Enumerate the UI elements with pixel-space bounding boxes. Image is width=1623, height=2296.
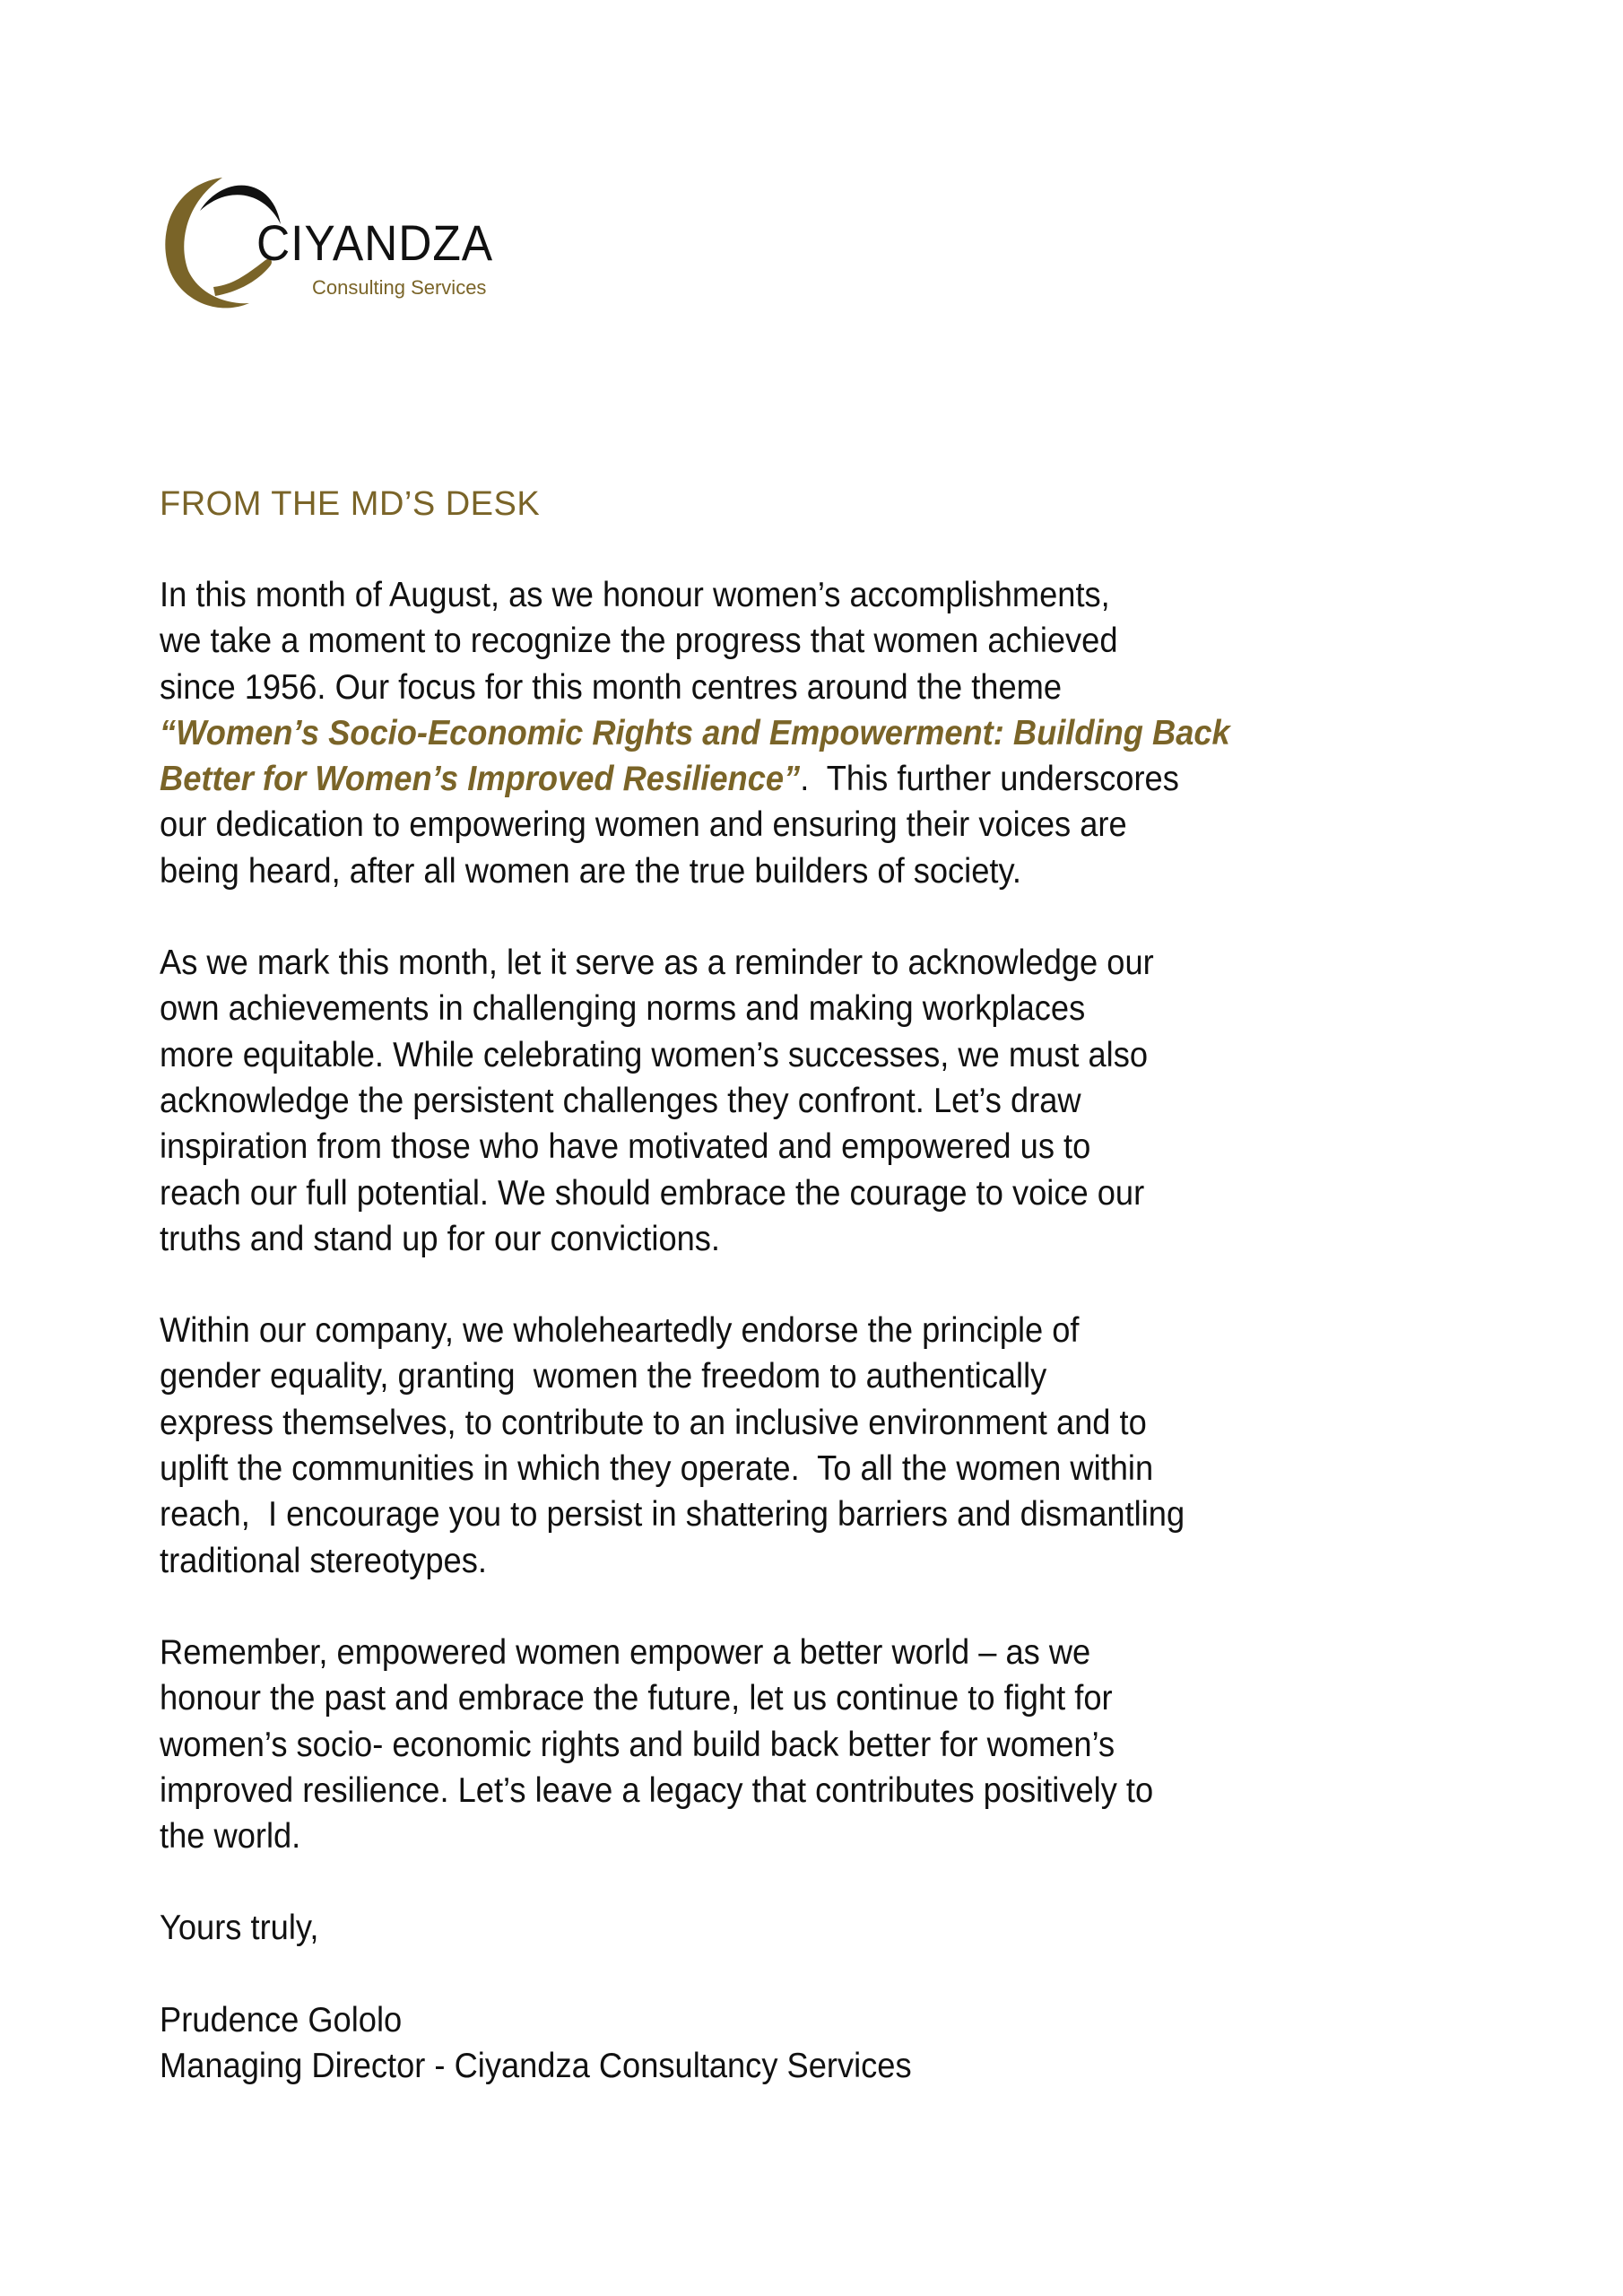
company-logo (160, 170, 509, 314)
text-line: improved resilience. Let’s leave a legacy that contributes positively to (160, 1770, 1154, 1810)
closing: Yours truly, (160, 1909, 319, 1948)
text-fragment: . This further underscores (800, 760, 1179, 799)
text-line: reach, I encourage you to persist in shattering barriers and dismantling (160, 1495, 1185, 1535)
text-line: since 1956. Our focus for this month centres around the theme (160, 667, 1063, 707)
signatory-title: Managing Director - Ciyandza Consultancy Services (160, 2047, 912, 2086)
text-line: own achievements in challenging norms and making workplaces (160, 989, 1086, 1029)
text-line: women’s socio- economic rights and build back better for women’s (160, 1725, 1115, 1764)
text-line: the world. (160, 1817, 301, 1857)
signatory-name: Prudence Gololo (160, 2000, 403, 2039)
theme-text: Better for Women’s Improved Resilience” (160, 760, 801, 799)
text-line: As we mark this month, let it serve as a reminder to acknowledge our (160, 944, 1154, 983)
letter-body (160, 481, 1505, 2089)
text-line: reach our full potential. We should embrace the courage to voice our (160, 1173, 1145, 1213)
text-line: gender equality, granting women the freedom to authentically (160, 1357, 1047, 1396)
text-line: our dedication to empowering women and ensuring their voices are (160, 805, 1127, 845)
text-line: we take a moment to recognize the progress that women achieved (160, 622, 1118, 661)
text-line: more equitable. While celebrating women’s successes, we must also (160, 1035, 1149, 1074)
paragraph-1 (160, 572, 1502, 894)
text-line: Within our company, we wholeheartedly endorse the principle of (160, 1311, 1080, 1351)
text-line: In this month of August, as we honour women’s accomplishments, (160, 576, 1110, 614)
text-line: express themselves, to contribute to an inclusive environment and to (160, 1403, 1147, 1442)
text-line: being heard, after all women are the true builders of society. (160, 851, 1022, 891)
paragraph-2 (160, 940, 1502, 1262)
paragraph-4 (160, 1630, 1502, 1859)
text-line: truths and stand up for our convictions. (160, 1219, 721, 1258)
signature-block (160, 1997, 1410, 2090)
text-line: traditional stereotypes. (160, 1541, 487, 1580)
text-line: uplift the communities in which they operate. To all the women within (160, 1449, 1154, 1489)
paragraph-3 (160, 1308, 1502, 1584)
text-line: Remember, empowered women empower a better world – as we (160, 1632, 1091, 1672)
text-line: inspiration from those who have motivated and empowered us to (160, 1127, 1091, 1167)
theme-text: “Women’s Socio-Economic Rights and Empowerment: Building Back (160, 713, 1230, 752)
page-title: FROM THE MD’S DESK (160, 485, 541, 523)
logo-subtitle: Consulting Services (312, 276, 487, 299)
logo-wordmark: CIYANDZA (256, 214, 494, 271)
text-line: honour the past and embrace the future, let us continue to fight for (160, 1679, 1113, 1718)
text-line: acknowledge the persistent challenges they confront. Let’s draw (160, 1081, 1081, 1120)
